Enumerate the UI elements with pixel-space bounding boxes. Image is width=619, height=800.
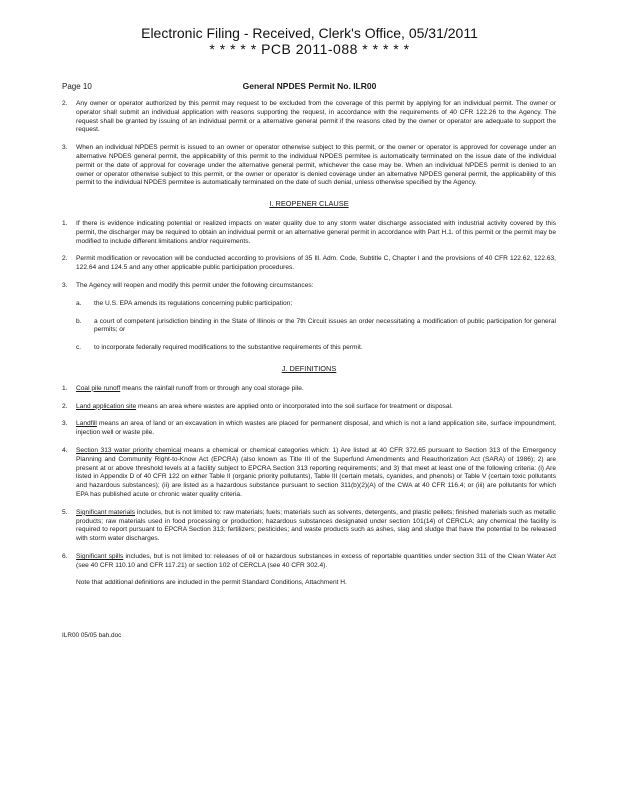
- reopener-subitem-c: [62, 344, 556, 353]
- item-text: The Agency will reopen and modify this permit under the following circumstances:: [76, 281, 314, 289]
- reopener-item-1: [62, 220, 556, 246]
- permit-title: General NPDES Permit No. ILR00: [242, 81, 377, 91]
- subitem-text: the U.S. EPA amends its regulations concerning public participation;: [94, 299, 293, 307]
- filing-stamp-line1: Electronic Filing - Received, Clerk's Office, 05/31/2011: [141, 25, 478, 41]
- definition-term: Landfill: [76, 420, 97, 428]
- subitem-letter: c.: [76, 344, 82, 352]
- item-number: 2.: [62, 100, 68, 107]
- item-text: Permit modification or revocation will be conducted according to provisions of 35 Ill. Adm. Code, Subtitle C, Chapter I and the provisions of 40 CFR 122.62, 122.63, 122.64 and 124.5 and any other applicable public participation procedures.: [76, 255, 556, 272]
- document-footer: ILR00 05/05 bah.doc: [62, 632, 122, 639]
- definition-text: means an area where wastes are applied onto or incorporated into the soil surface for treatment or disposal.: [136, 402, 453, 410]
- definition-item-3: [62, 420, 556, 438]
- reopener-item-3: [62, 282, 556, 291]
- subitem-letter: b.: [76, 317, 82, 325]
- item-number: 6.: [62, 552, 68, 560]
- definition-term: Significant spills: [76, 552, 124, 560]
- item-number: 3.: [62, 144, 68, 152]
- definitions-note: Note that additional definitions are included in the permit Standard Conditions, Attachment H.: [76, 579, 347, 587]
- item-text: If there is evidence indicating potential or realized impacts on water quality due to any storm water discharge associated with industrial activity covered by this permit, the discharger may be required to obtain an individual permit or an alternative general permit in accordance with Part H.1. of this permit or the permit may be modified to include different limitations and/or requirements.: [76, 219, 556, 245]
- filing-stamp-line2: * * * * * PCB 2011-088 * * * * *: [209, 41, 410, 57]
- reopener-heading: I. REOPENER CLAUSE: [269, 199, 349, 209]
- item-number: 3.: [62, 420, 68, 428]
- item-number: 2.: [62, 255, 68, 263]
- reopener-subitem-a: [62, 300, 556, 309]
- definition-text: includes, but is not limited to: raw materials; fuels; materials such as solvents, detergents, and plastic pellets; finished materials such as metallic products; raw materials used in food processing or production; hazardous substances designated under section 101(14) of CERCLA; any chemical the facility is required to report pursuant to EPCRA Section 313; fertilizers; pesticides; and waste products such as ashes, slag and sludge that have the potential to be released with storm water discharges.: [76, 508, 556, 543]
- definition-item-4: [62, 447, 556, 500]
- item-text: When an individual NPDES permit is issued to an owner or operator otherwise subject to this permit, or the owner or operator is approved for coverage under an alternative NPDES general permit, the applicability of this permit to the individual NPDES permitee is automatically terminated on the issue date of the individual permit or the date of approval for coverage under the alternative general permit, whichever the case may be. When an individual NPDES permit is denied to an owner or operator otherwise subject to this permit, or the owner or operator is denied coverage under an alternative NPDES general permit, the applicability of this permit to the individual NPDES permitee is automatically terminated on the date of such denial, unless otherwise specified by the Agency.: [76, 144, 556, 187]
- definition-term: Section 313 water priority chemical: [76, 446, 182, 454]
- document-body: [62, 100, 556, 588]
- item-number: 5.: [62, 508, 68, 516]
- subitem-text: to incorporate federally required modifications to the substantive requirements of this permit.: [94, 344, 363, 352]
- paragraph-top-3: [62, 144, 556, 188]
- definition-term: Land application site: [76, 402, 137, 410]
- definition-text: means a chemical or chemical categories which: 1) Are listed at 40 CFR 372.65 pursuant to Section 313 of the Emergency Planning and Community Right-to-Know Act (EPCRA) (also known as Title III of the Superfund Amendments and Reauthorization Act (SARA) of 1986); 2) are present at or above threshold levels at a facility subject to EPCRA Section 313 reporting requirements; and 3) that meet at least one of the following criteria: (i) Are listed in Appendix D of 40 CFR 122 on either Table II (organic priority pollutants), Table III (certain metals, cyanides, and phenols) or Table V (certain toxic pollutants and hazardous substances); (ii) are listed as a hazardous substance pursuant to section 311(b)(2)(A) of the CWA at 40 CFR 116.4; or (iii) are pollutants for which EPA has published acute or chronic water quality criteria.: [76, 446, 557, 498]
- definition-text: means an area of land or an excavation in which wastes are placed for permanent disposal, and which is not a land application site, surface impoundment, injection well or waste pile.: [76, 420, 556, 437]
- paragraph-top-2: [62, 100, 556, 135]
- item-number: 2.: [62, 402, 68, 410]
- item-number: 1.: [62, 219, 68, 227]
- item-number: 3.: [62, 281, 68, 289]
- reopener-item-2: [62, 255, 556, 273]
- definitions-heading: J. DEFINITIONS: [281, 363, 337, 373]
- definition-text: means the rainfall runoff from or through any coal storage pile.: [120, 384, 304, 392]
- definition-item-6: [62, 553, 556, 571]
- item-number: 1.: [62, 384, 68, 392]
- definition-term: Significant materials: [76, 508, 136, 516]
- subitem-letter: a.: [76, 299, 82, 307]
- definition-text: includes, but is not limited to: releases of oil or hazardous substances in excess of reportable quantities under section 311 of the Clean Water Act (see 40 CFR 110.10 and CFR 117.21) or section 102 of CERCLA (see 40 CFR 302.4).: [76, 552, 556, 569]
- definition-term: Coal pile runoff: [76, 384, 121, 392]
- page-number: Page 10: [62, 82, 92, 91]
- subitem-text: a court of competent jurisdiction binding in the State of Illinois or the 7th Circuit issues an order necessitating a modification of public participation for general permits; or: [94, 317, 556, 334]
- definition-item-1: [62, 385, 556, 394]
- definition-item-5: [62, 509, 556, 544]
- reopener-subitem-b: [62, 318, 556, 336]
- item-number: 4.: [62, 446, 68, 454]
- item-text: Any owner or operator authorized by this permit may request to be excluded from the coverage of this permit by applying for an individual permit. The owner or operator shall submit an individual application with reasons supporting the request, in accordance with the requirements of 40 CFR 122.26 to the Agency. The request shall be granted by issuing of an individual permit or a alternative general permit if the reasons cited by the owner or operator are adequate to support the request.: [76, 100, 556, 134]
- definition-item-2: [62, 403, 556, 412]
